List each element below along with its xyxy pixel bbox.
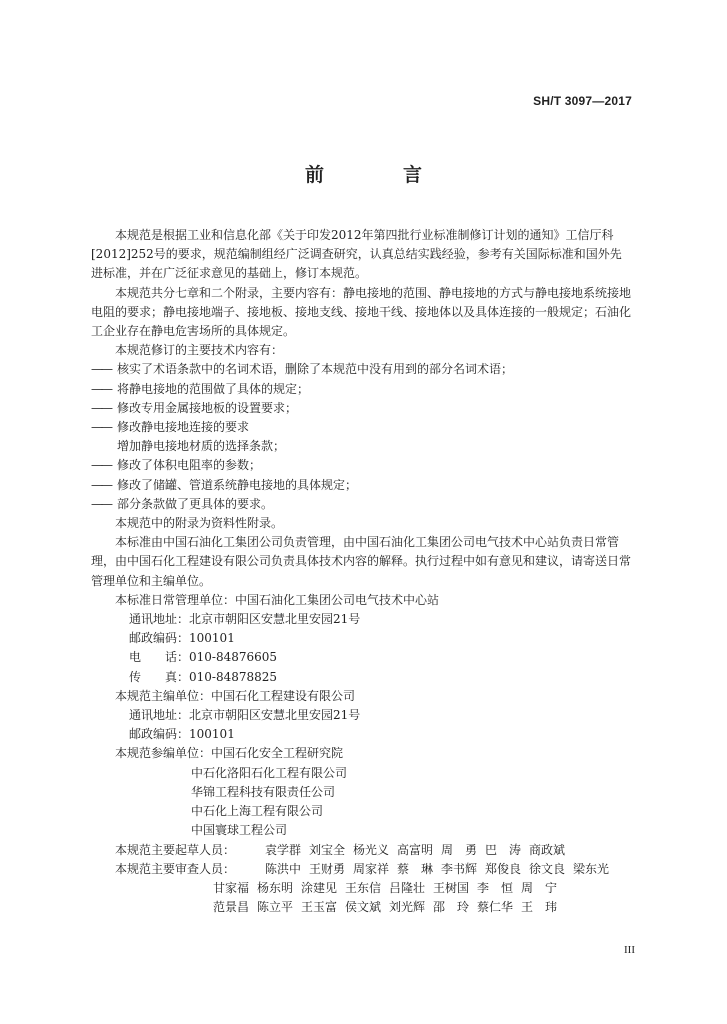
document-body xyxy=(91,226,631,917)
paragraph-basis: 本规范是根据工业和信息化部《关于印发2012年第四批行业标准制修订计划的通知》工信厅科[2012]252号的要求，规范编制组经广泛调查研究，认真总结实践经验，参考有关国际标准和国外先进标准，并在广泛征求意见的基础上，修订本规范。 xyxy=(91,228,622,281)
paragraph-management: 本标准由中国石油化工集团公司负责管理，由中国石油化工集团公司电气技术中心站负责日常管理，由中国石化工程建设有限公司负责具体技术内容的解释。执行过程中如有意见和建议，请寄送日常管理单位和主编单位。 xyxy=(91,535,632,588)
list-item: 中石化洛阳石化工程有限公司 xyxy=(191,765,348,780)
management-unit: 本标准日常管理单位：中国石油化工集团公司电气技术中心站 xyxy=(115,592,440,607)
management-fax: 传 真：010-84878825 xyxy=(129,669,278,684)
list-item: ——核实了术语条款中的名词术语，删除了本规范中没有用到的部分名词术语； xyxy=(91,360,631,379)
page-title: 前 言 xyxy=(304,164,452,186)
reviewers-row: 本规范主要审查人员： 陈洪中 王财勇 周家祥 蔡 琳 李书辉 郑俊良 徐文良 梁东光 xyxy=(115,861,610,876)
list-item: ——将静电接地的范围做了具体的规定； xyxy=(91,380,631,399)
editor-address: 通讯地址：北京市朝阳区安慧北里安园21号 xyxy=(129,708,361,723)
page-number: III xyxy=(624,944,635,956)
editor-postcode: 邮政编码：100101 xyxy=(129,727,235,742)
list-subitem: 增加静电接地材质的选择条款； xyxy=(117,439,286,454)
list-item: ——修改专用金属接地板的设置要求； xyxy=(91,399,631,418)
paragraph-contents: 本规范共分七章和二个附录，主要内容有：静电接地的范围、静电接地的方式与静电接地系统接地电阻的要求；静电接地端子、接地板、接地支线、接地干线、接地体以及具体连接的一般规定；石油化工企业存在静电危害场所的具体规定。 xyxy=(91,285,632,339)
list-item: ——部分条款做了更具体的要求。 xyxy=(91,495,631,514)
management-phone: 电 话：010-84876605 xyxy=(129,650,278,665)
paragraph-revisions-intro: 本规范修订的主要技术内容有： xyxy=(115,343,284,358)
paragraph-appendix: 本规范中的附录为资料性附录。 xyxy=(115,516,284,531)
list-item: 华锦工程科技有限责任公司 xyxy=(191,784,336,799)
list-item: ——修改了储罐、管道系统静电接地的具体规定； xyxy=(91,476,631,495)
editor-unit: 本规范主编单位：中国石化工程建设有限公司 xyxy=(115,688,356,703)
drafters-row: 本规范主要起草人员： 袁学群 刘宝全 杨光义 高富明 周 勇 巴 涛 商政斌 xyxy=(115,842,566,857)
participant-list xyxy=(91,764,631,841)
participant-unit: 本规范参编单位：中国石化安全工程研究院 xyxy=(115,746,344,761)
list-item: ——修改静电接地连接的要求 xyxy=(91,418,631,437)
reviewers-row: 甘家福 杨东明 涂建见 王东信 吕隆壮 王树国 李 恒 周 宁 xyxy=(213,880,558,895)
standard-number: SH/T 3097—2017 xyxy=(533,94,632,108)
management-address: 通讯地址：北京市朝阳区安慧北里安园21号 xyxy=(129,612,361,627)
list-item: 中国寰球工程公司 xyxy=(191,823,288,838)
list-item: 中石化上海工程有限公司 xyxy=(191,804,324,819)
reviewers-row: 范景昌 陈立平 王玉富 侯文斌 刘光辉 邵 玲 蔡仁华 王 玮 xyxy=(213,900,558,915)
list-item: ——修改了体积电阻率的参数； xyxy=(91,456,631,475)
management-postcode: 邮政编码：100101 xyxy=(129,631,235,646)
